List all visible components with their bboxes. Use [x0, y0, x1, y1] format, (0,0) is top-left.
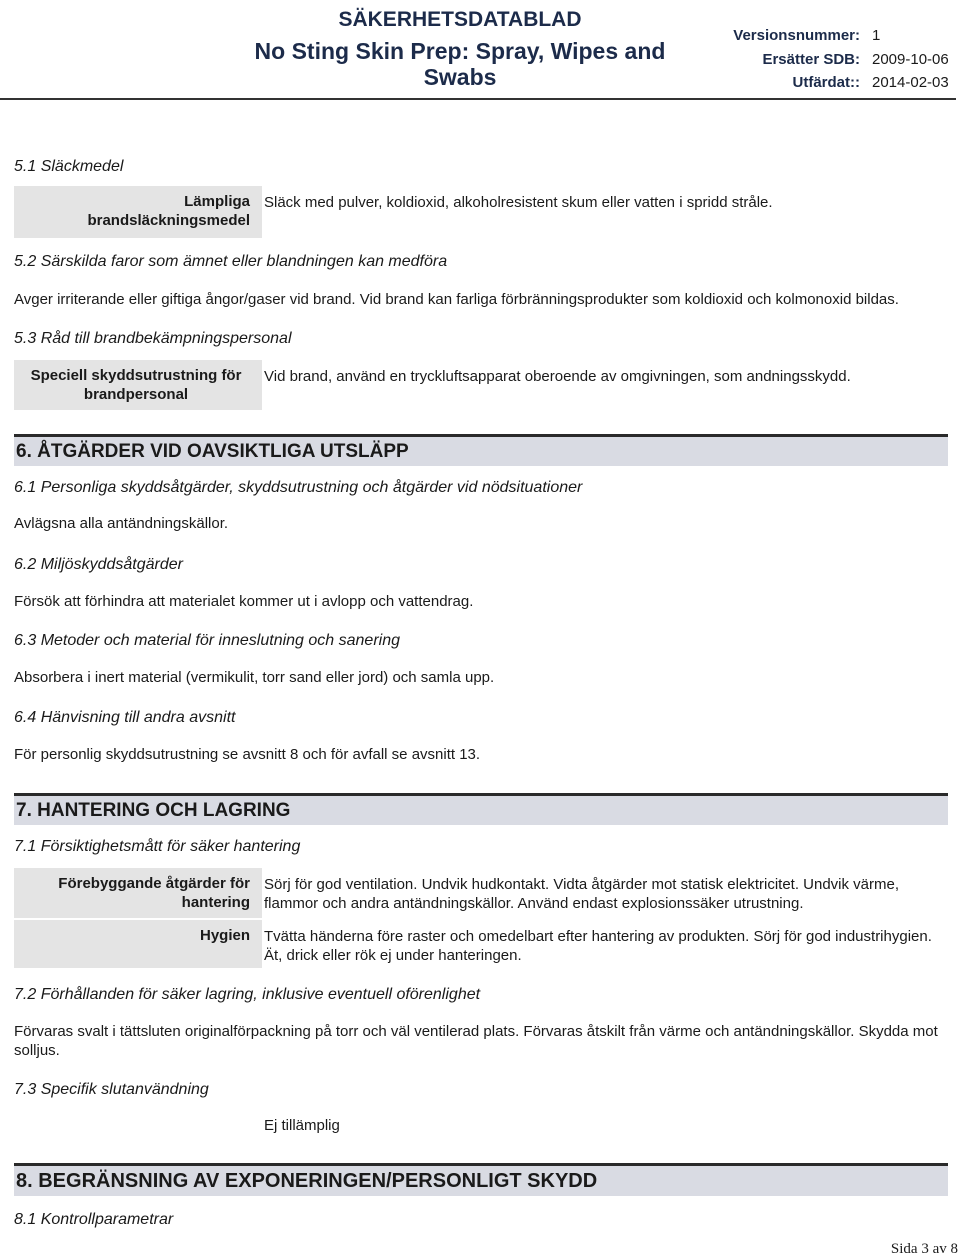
version-label: Versionsnummer:	[733, 27, 860, 44]
suitable-extinguishing-media-label	[14, 186, 262, 238]
product-name-line2: Swabs	[423, 64, 497, 90]
firefighter-equipment-label	[14, 360, 262, 410]
preventive-measures-value: Sörj för god ventilation. Undvik hudkontakt. Vidta åtgärder mot statisk elektricitet. Undvik värme, flammor och andra antändningskällor. Använd endast explosionssäker utrustning.	[264, 876, 900, 912]
version-value: 1	[872, 27, 881, 44]
subsection-6-3-heading: 6.3 Metoder och material för inneslutning och sanering	[14, 632, 400, 649]
header-divider	[0, 98, 956, 100]
section-7-title: 7. HANTERING OCH LAGRING	[14, 793, 948, 825]
preventive-measures-label	[14, 868, 262, 918]
subsection-8-1-heading: 8.1 Kontrollparametrar	[14, 1211, 174, 1228]
product-name-line1: No Sting Skin Prep: Spray, Wipes and	[254, 38, 666, 64]
subsection-7-3-heading: 7.3 Specifik slutanvändning	[14, 1081, 209, 1098]
label-line: Förebyggande åtgärder för	[58, 875, 250, 892]
replaces-sds-value: 2009-10-06	[872, 51, 949, 68]
label-line: hantering	[181, 894, 250, 911]
label-line: Speciell skyddsutrustning för	[30, 367, 242, 384]
subsection-6-3-text: Absorbera i inert material (vermikulit, torr sand eller jord) och samla upp.	[14, 669, 495, 686]
subsection-6-4-text: För personlig skyddsutrustning se avsnitt 8 och för avfall se avsnitt 13.	[14, 746, 481, 763]
subsection-7-1-heading: 7.1 Försiktighetsmått för säker hantering	[14, 838, 301, 855]
label-line: Lämpliga	[184, 193, 250, 210]
subsection-6-2-text: Försök att förhindra att materialet kommer ut i avlopp och vattendrag.	[14, 593, 474, 610]
subsection-7-2-heading: 7.2 Förhållanden för säker lagring, inklusive eventuell oförenlighet	[14, 986, 481, 1003]
subsection-6-2-heading: 6.2 Miljöskyddsåtgärder	[14, 556, 183, 573]
issued-label: Utfärdat::	[792, 74, 860, 91]
subsection-6-1-heading: 6.1 Personliga skyddsåtgärder, skyddsutrustning och åtgärder vid nödsituationer	[14, 479, 583, 496]
replaces-sds-label: Ersätter SDB:	[762, 51, 860, 68]
subsection-5-2-heading: 5.2 Särskilda faror som ämnet eller blandningen kan medföra	[14, 253, 448, 270]
page-number: Sida 3 av 8	[890, 1241, 958, 1257]
issued-value: 2014-02-03	[872, 74, 949, 91]
label-line: brandsläckningsmedel	[87, 212, 250, 229]
document-type-title: SÄKERHETSDATABLAD	[338, 8, 582, 31]
firefighter-equipment-value: Vid brand, använd en tryckluftsapparat oberoende av omgivningen, som andningsskydd.	[264, 368, 851, 385]
special-hazards-text: Avger irriterande eller giftiga ångor/gaser vid brand. Vid brand kan farliga förbränningsprodukter som koldioxid och kolmonoxid bildas.	[14, 291, 899, 308]
subsection-5-1-heading: 5.1 Släckmedel	[14, 158, 124, 175]
section-6-title: 6. ÅTGÄRDER VID OAVSIKTLIGA UTSLÄPP	[14, 434, 948, 466]
label-line: Hygien	[199, 927, 250, 944]
subsection-5-3-heading: 5.3 Råd till brandbekämpningspersonal	[14, 330, 292, 347]
hygiene-label	[14, 920, 262, 968]
suitable-extinguishing-media-value: Släck med pulver, koldioxid, alkoholresistent skum eller vatten i spridd stråle.	[264, 194, 773, 211]
subsection-6-1-text: Avlägsna alla antändningskällor.	[14, 515, 229, 532]
subsection-6-4-heading: 6.4 Hänvisning till andra avsnitt	[14, 709, 236, 726]
subsection-7-2-text: Förvaras svalt i tättsluten originalförpackning på torr och väl ventilerad plats. Förvaras åtskilt från värme och antändningskällor. Skydda mot solljus.	[14, 1023, 938, 1059]
hygiene-value: Tvätta händerna före raster och omedelbart efter hantering av produkten. Sörj för god industrihygien. Ät, drick eller rök ej under hanteringen.	[264, 928, 932, 964]
section-8-title: 8. BEGRÄNSNING AV EXPONERINGEN/PERSONLIGT SKYDD	[14, 1163, 948, 1196]
subsection-7-3-text: Ej tillämplig	[264, 1117, 340, 1134]
label-line: brandpersonal	[83, 386, 189, 403]
